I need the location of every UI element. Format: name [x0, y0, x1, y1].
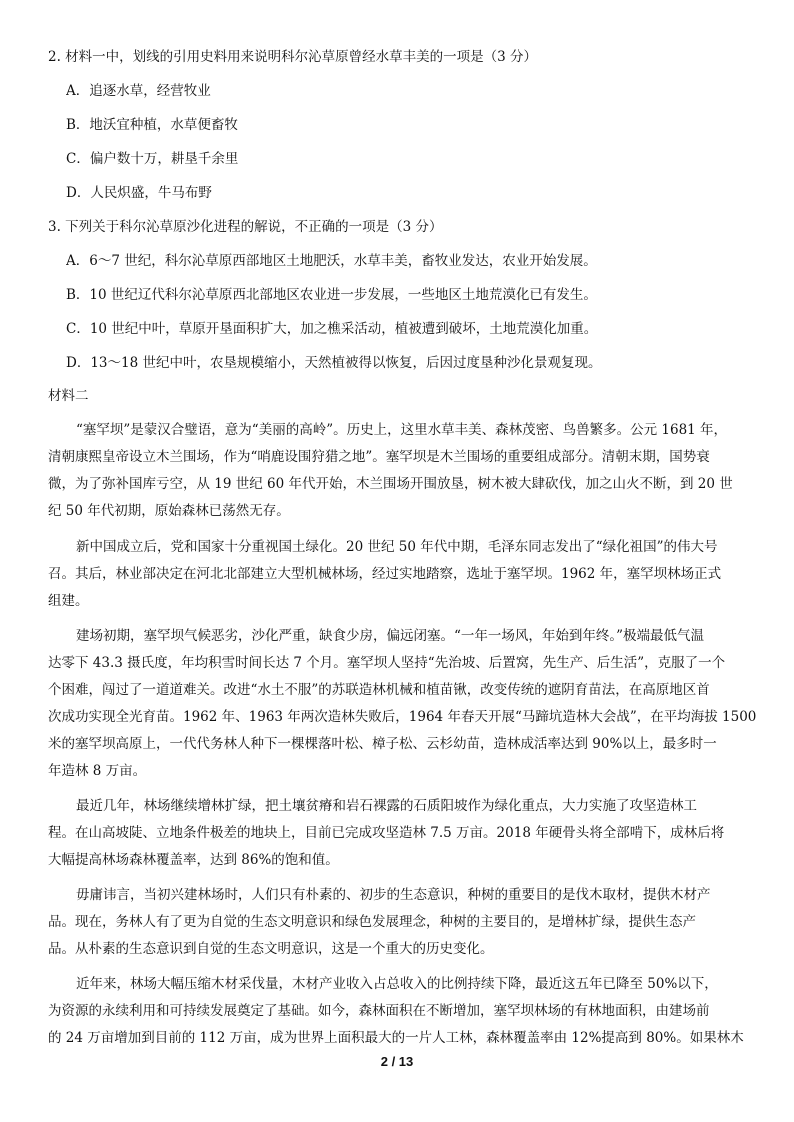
- question-2-option-b: B．地沃宜种植，水草便畜牧: [66, 117, 238, 133]
- paragraph-3-line: 个困难，闯过了一道道难关。改进“水土不服”的苏联造林机械和植苗锹，改变传统的遮阴育苗法，在高原地区首: [48, 682, 710, 698]
- paragraph-3-line: 米的塞罕坝高原上，一代代务林人种下一棵棵落叶松、樟子松、云杉幼苗，造林成活率达到 90%以上，最多时一: [48, 736, 717, 752]
- paragraph-3-line: 达零下 43.3 摄氏度，年均积雪时间长达 7 个月。塞罕坝人坚持“先治坡、后置窝，先生产、后生活”，克服了一个: [48, 655, 726, 671]
- paragraph-3-line: 次成功实现全光育苗。1962 年、1963 年两次造林失败后，1964 年春天开展“马蹄坑造林大会战”，在平均海拔 1500: [48, 709, 757, 725]
- paragraph-4-line: 大幅提高林场森林覆盖率，达到 86%的饱和值。: [48, 852, 339, 868]
- paragraph-5-line: 品。现在，务林人有了更为自觉的生态文明意识和绿色发展理念，种树的主要目的，是增林扩绿，提供生态产: [48, 914, 696, 930]
- question-3-option-d: D．13～18 世纪中叶，农垦规模缩小，天然植被得以恢复，后因过度垦种沙化景观复现。: [66, 355, 602, 371]
- question-2-option-a: A．追逐水草，经营牧业: [66, 83, 211, 99]
- paragraph-5-line: 品。从朴素的生态意识到自觉的生态文明意识，这是一个重大的历史变化。: [48, 941, 494, 957]
- question-2-option-d: D．人民炽盛，牛马布野: [66, 185, 212, 201]
- material-title: 材料二: [48, 388, 89, 404]
- question-3-option-c: C．10 世纪中叶，草原开垦面积扩大，加之樵采活动，植被遭到破坏，土地荒漠化加重。: [66, 321, 598, 337]
- paragraph-4-line: 程。在山高坡陡、立地条件极差的地块上，目前已完成攻坚造林 7.5 万亩。2018 年硬骨头将全部啃下，成林后将: [48, 825, 725, 841]
- question-3-option-b: B．10 世纪辽代科尔沁草原西北部地区农业进一步发展，一些地区土地荒漠化已有发生。: [66, 287, 597, 303]
- question-3-stem: 3. 下列关于科尔沁草原沙化进程的解说，不正确的一项是（3 分）: [48, 219, 443, 235]
- paragraph-2-line: 新中国成立后，党和国家十分重视国土绿化。20 世纪 50 年代中期，毛泽东同志发出了“绿化祖国”的伟大号: [76, 539, 718, 555]
- question-3-option-a: A．6～7 世纪，科尔沁草原西部地区土地肥沃，水草丰美，畜牧业发达，农业开始发展。: [66, 253, 597, 269]
- paragraph-6-line: 为资源的永续利用和可持续发展奠定了基础。如今，森林面积在不断增加，塞罕坝林场的有林地面积，由建场前: [48, 1003, 710, 1019]
- question-2-stem: 2. 材料一中，划线的引用史料用来说明科尔沁草原曾经水草丰美的一项是（3 分）: [48, 49, 538, 65]
- paragraph-6-line: 的 24 万亩增加到目前的 112 万亩，成为世界上面积最大的一片人工林，森林覆盖率由 12%提高到 80%。如果林木: [48, 1030, 744, 1046]
- paragraph-1-line: 微，为了弥补国库亏空，从 19 世纪 60 年代开始，木兰围场开围放垦，树木被大肆砍伐，加之山火不断，到 20 世: [48, 476, 733, 492]
- paragraph-1-line: 清朝康熙皇帝设立木兰围场，作为“哨鹿设围狩猎之地”。塞罕坝是木兰围场的重要组成部分。清朝末期，国势衰: [48, 449, 710, 465]
- page-number: 2 / 13: [380, 1054, 414, 1069]
- paragraph-6-line: 近年来，林场大幅压缩木材采伐量，木材产业收入占总收入的比例持续下降，最近这五年已降至 50%以下，: [76, 976, 718, 992]
- paragraph-4-line: 最近几年，林场继续增林扩绿，把土壤贫瘠和岩石裸露的石质阳坡作为绿化重点，大力实施了攻坚造林工: [76, 798, 697, 814]
- paragraph-1-line: 纪 50 年代初期，原始森林已荡然无存。: [48, 503, 290, 519]
- paragraph-2-line: 组建。: [48, 593, 89, 609]
- paragraph-1-line: “塞罕坝”是蒙汉合璧语，意为“美丽的高岭”。历史上，这里水草丰美、森林茂密、鸟兽繁多。公元 1681 年，: [76, 422, 728, 438]
- paragraph-5-line: 毋庸讳言，当初兴建林场时，人们只有朴素的、初步的生态意识，种树的重要目的是伐木取材，提供木材产: [76, 887, 711, 903]
- paragraph-3-line: 年造林 8 万亩。: [48, 763, 147, 779]
- paragraph-3-line: 建场初期，塞罕坝气候恶劣，沙化严重，缺食少房，偏远闭塞。“一年一场风，年始到年终。”极端最低气温: [76, 628, 705, 644]
- paragraph-2-line: 召。其后，林业部决定在河北北部建立大型机械林场，经过实地踏察，选址于塞罕坝。1962 年，塞罕坝林场正式: [48, 566, 722, 582]
- question-2-option-c: C．偏户数十万，耕垦千余里: [66, 151, 239, 167]
